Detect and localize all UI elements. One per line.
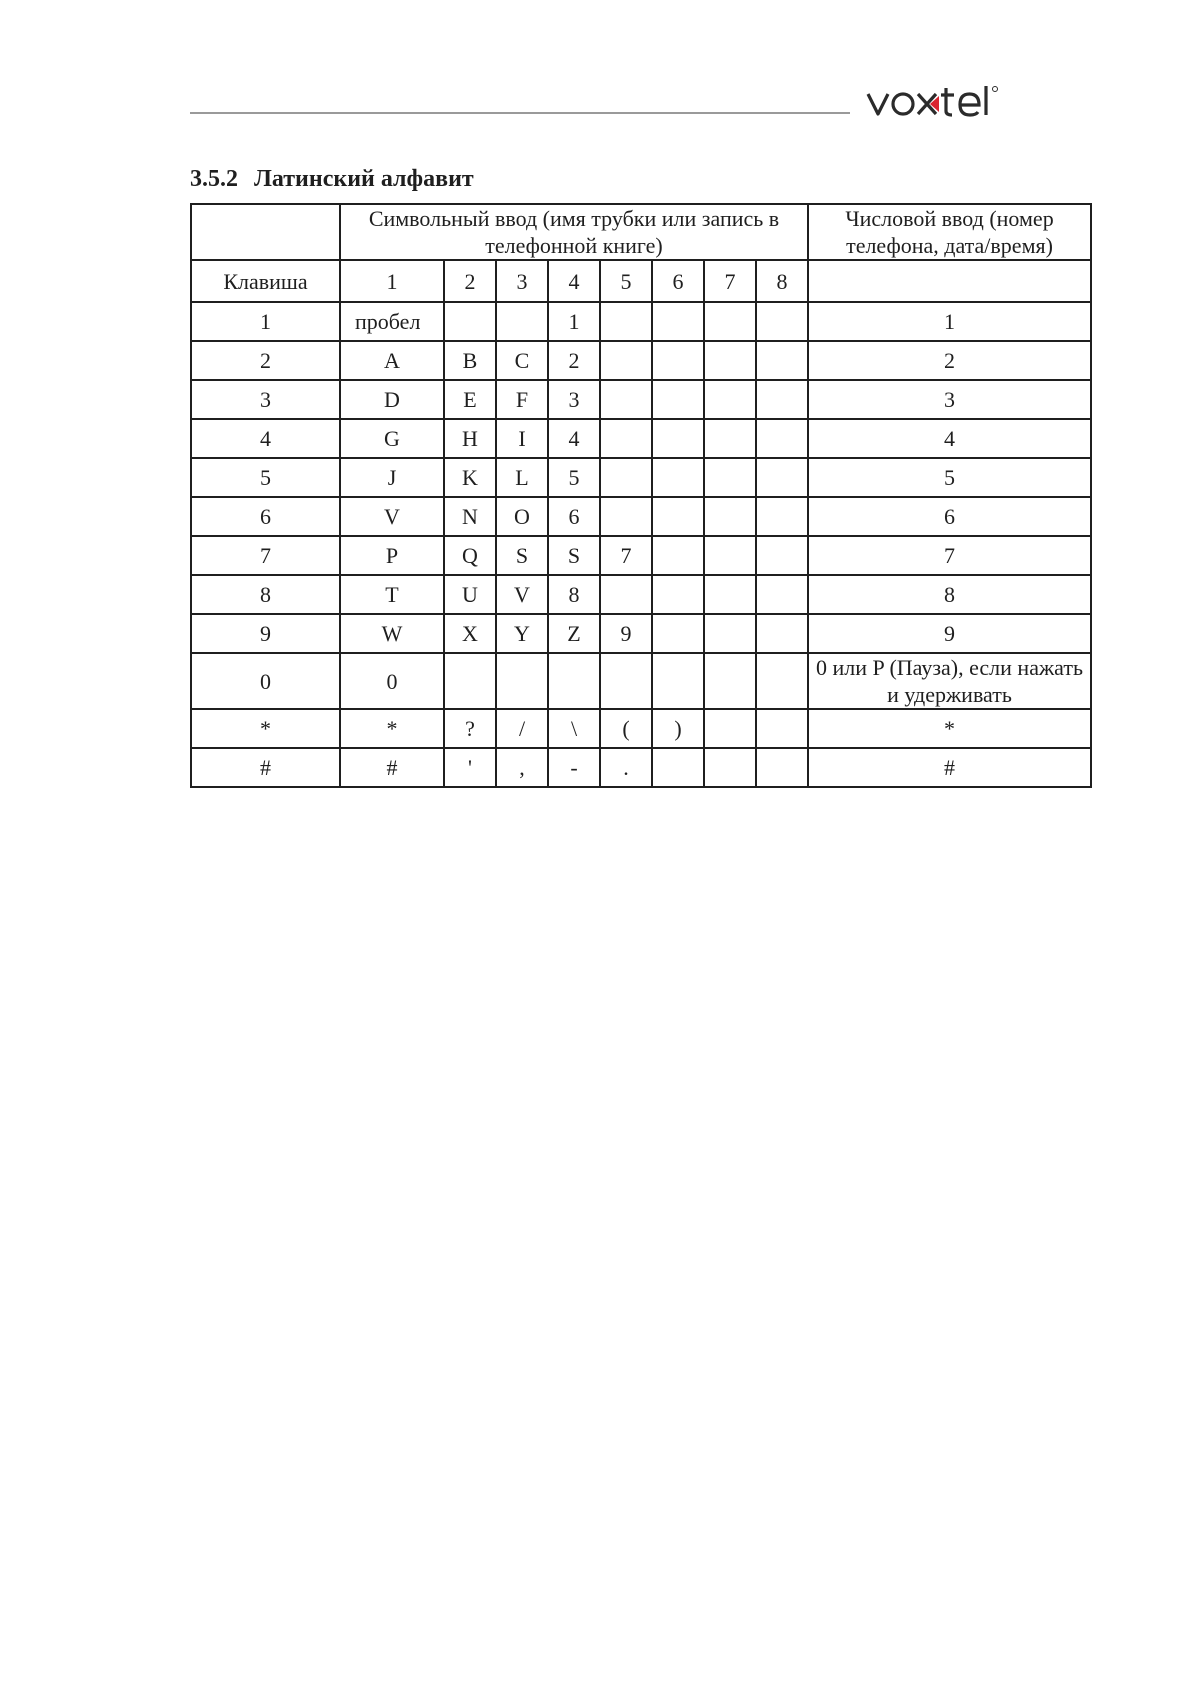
char-cell [496,302,548,341]
char-cell [652,302,704,341]
char-cell: D [340,380,444,419]
char-cell: G [340,419,444,458]
char-cell [496,653,548,709]
char-cell: H [444,419,496,458]
table-row [191,302,1091,341]
char-cell [600,419,652,458]
char-cell: 8 [548,575,600,614]
numeric-cell: 5 [808,458,1091,497]
numeric-cell: * [808,709,1091,748]
char-cell: / [496,709,548,748]
char-cell [704,458,756,497]
char-cell [600,653,652,709]
position-header: 8 [756,260,808,302]
char-cell [600,575,652,614]
position-header-row [191,260,1091,302]
char-cell [652,748,704,787]
char-cell: 2 [548,341,600,380]
char-cell: пробел [340,302,444,341]
char-cell [756,536,808,575]
section-title [190,166,474,193]
char-cell: ' [444,748,496,787]
empty-corner-cell [191,204,340,260]
char-cell: V [496,575,548,614]
char-cell: 7 [600,536,652,575]
key-cell: * [191,709,340,748]
char-cell: 6 [548,497,600,536]
char-cell [548,653,600,709]
char-cell [444,302,496,341]
char-cell: K [444,458,496,497]
char-cell [704,614,756,653]
char-cell [756,748,808,787]
char-cell [704,748,756,787]
table-row [191,458,1091,497]
char-cell [600,341,652,380]
table-body [191,302,1091,787]
section-title-text: Латинский алфавит [254,166,474,192]
numeric-cell: # [808,748,1091,787]
numeric-input-header: Числовой ввод (номер телефона, дата/время) [808,204,1091,260]
char-cell: Z [548,614,600,653]
char-cell [652,380,704,419]
table-row [191,575,1091,614]
char-cell [756,302,808,341]
char-cell [600,497,652,536]
char-cell: * [340,709,444,748]
char-cell: ( [600,709,652,748]
table-row [191,709,1091,748]
char-cell: 3 [548,380,600,419]
key-cell: # [191,748,340,787]
char-cell: S [496,536,548,575]
position-header: 2 [444,260,496,302]
char-cell: 9 [600,614,652,653]
char-cell: I [496,419,548,458]
char-cell: S [548,536,600,575]
char-cell: Y [496,614,548,653]
char-cell: J [340,458,444,497]
numeric-cell: 2 [808,341,1091,380]
char-cell: . [600,748,652,787]
char-cell [756,341,808,380]
key-cell: 3 [191,380,340,419]
char-cell: ? [444,709,496,748]
char-cell [652,614,704,653]
header-rule [190,112,850,114]
char-cell: X [444,614,496,653]
group-header-row [191,204,1091,260]
table-row [191,614,1091,653]
numeric-cell: 1 [808,302,1091,341]
table-row [191,536,1091,575]
key-column-header: Клавиша [191,260,340,302]
key-cell: 5 [191,458,340,497]
numeric-cell: 4 [808,419,1091,458]
char-cell [756,653,808,709]
char-cell: - [548,748,600,787]
char-cell [756,709,808,748]
char-cell [652,497,704,536]
numeric-cell: 8 [808,575,1091,614]
char-cell [652,419,704,458]
char-cell [652,458,704,497]
char-cell [652,341,704,380]
key-cell: 4 [191,419,340,458]
char-cell [756,575,808,614]
numeric-empty-header [808,260,1091,302]
char-cell [756,614,808,653]
char-cell: \ [548,709,600,748]
char-cell [444,653,496,709]
char-cell: N [444,497,496,536]
char-cell [704,709,756,748]
position-header: 5 [600,260,652,302]
char-cell: P [340,536,444,575]
key-cell: 0 [191,653,340,709]
position-header: 7 [704,260,756,302]
char-cell: A [340,341,444,380]
char-cell: 1 [548,302,600,341]
numeric-cell: 6 [808,497,1091,536]
position-header: 6 [652,260,704,302]
numeric-cell: 7 [808,536,1091,575]
char-cell: # [340,748,444,787]
char-cell [756,497,808,536]
char-cell: B [444,341,496,380]
key-cell: 7 [191,536,340,575]
char-cell [704,341,756,380]
key-cell: 6 [191,497,340,536]
char-cell: F [496,380,548,419]
char-cell: L [496,458,548,497]
numeric-cell: 0 или P (Пауза), если нажать и удерживать [808,653,1091,709]
char-cell [600,302,652,341]
char-cell [704,536,756,575]
char-cell [704,497,756,536]
table-row [191,341,1091,380]
char-cell: O [496,497,548,536]
char-cell [704,653,756,709]
char-cell [600,458,652,497]
char-cell: ) [652,709,704,748]
section-number: 3.5.2 [190,166,238,192]
char-cell [756,419,808,458]
table-row [191,653,1091,709]
char-cell: V [340,497,444,536]
char-cell: , [496,748,548,787]
char-cell [704,575,756,614]
table-row [191,748,1091,787]
char-cell [756,380,808,419]
key-cell: 1 [191,302,340,341]
char-cell [652,653,704,709]
symbolic-input-header: Символьный ввод (имя трубки или запись в телефонной книге) [340,204,808,260]
position-header: 1 [340,260,444,302]
char-cell [600,380,652,419]
char-cell: W [340,614,444,653]
char-cell [652,536,704,575]
position-header: 4 [548,260,600,302]
char-cell: T [340,575,444,614]
numeric-cell: 3 [808,380,1091,419]
char-cell [652,575,704,614]
char-cell [704,380,756,419]
key-mapping-table [190,203,1092,788]
char-cell: 5 [548,458,600,497]
char-cell [704,302,756,341]
numeric-cell: 9 [808,614,1091,653]
key-cell: 2 [191,341,340,380]
char-cell [704,419,756,458]
char-cell: Q [444,536,496,575]
table-row [191,419,1091,458]
char-cell: 0 [340,653,444,709]
table-row [191,497,1091,536]
table-row [191,380,1091,419]
voxtel-logo [866,84,1026,124]
key-cell: 8 [191,575,340,614]
char-cell: 4 [548,419,600,458]
position-header: 3 [496,260,548,302]
char-cell: U [444,575,496,614]
char-cell: E [444,380,496,419]
char-cell: C [496,341,548,380]
char-cell [756,458,808,497]
key-cell: 9 [191,614,340,653]
